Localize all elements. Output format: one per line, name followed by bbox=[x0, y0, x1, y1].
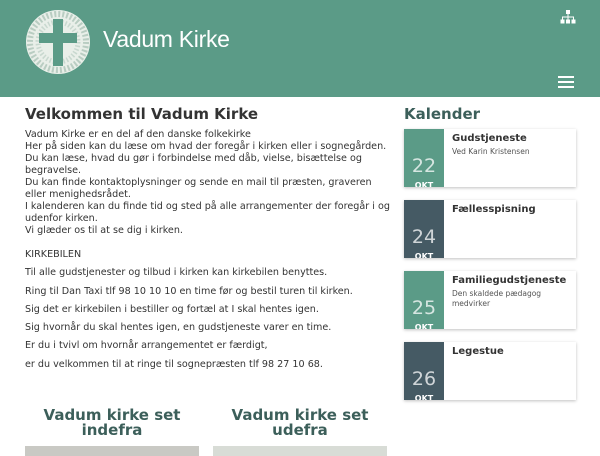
photo-outside[interactable] bbox=[213, 408, 387, 438]
event-day: 26 bbox=[411, 368, 437, 390]
intro-line: begravelse. bbox=[25, 165, 82, 176]
photo-inside[interactable] bbox=[25, 408, 199, 438]
calendar-title: Kalender bbox=[404, 105, 481, 123]
kirkebil-line: Sig det er kirkebilen i bestiller og fortæl at I skal hentes igen. bbox=[25, 303, 319, 315]
site-header bbox=[0, 0, 600, 97]
event-date bbox=[404, 271, 444, 329]
kirkebil-line: Er du i tvivl om hvornår arrangementet er færdigt, bbox=[25, 340, 268, 352]
event-month: OKT bbox=[414, 394, 434, 400]
intro-line: eller menighedsrådet. bbox=[25, 189, 131, 200]
event-day: 24 bbox=[411, 226, 437, 248]
calendar-event[interactable] bbox=[404, 129, 576, 187]
calendar-event[interactable] bbox=[404, 342, 576, 400]
kirkebil-line: Til alle gudstjenester og tilbud i kirken kan kirkebilen benyttes. bbox=[25, 267, 328, 279]
intro-line: udenfor kirken. bbox=[25, 213, 98, 224]
event-date bbox=[404, 200, 444, 258]
event-date bbox=[404, 129, 444, 187]
intro-line: Vi glæder os til at se dig i kirken. bbox=[25, 225, 183, 236]
site-title[interactable]: Vadum Kirke bbox=[103, 26, 230, 52]
main-content bbox=[25, 105, 395, 377]
photo-title-outside bbox=[213, 408, 387, 438]
event-month: OKT bbox=[414, 181, 434, 187]
event-title[interactable]: Fællesspisning bbox=[452, 204, 536, 215]
kirkebil-line: Sig hvornår du skal hentes igen, en gudstjeneste varer en time. bbox=[25, 322, 332, 334]
kirkebil-line: er du velkommen til at ringe til sognepræsten tlf 98 27 10 68. bbox=[25, 358, 323, 370]
page-title: Velkommen til Vadum Kirke bbox=[25, 105, 259, 123]
hamburger-menu-icon[interactable] bbox=[558, 76, 576, 90]
kirkebil-line: Ring til Dan Taxi tlf 98 10 10 10 en time før og bestil turen til kirken. bbox=[25, 285, 353, 297]
church-exterior-image[interactable] bbox=[213, 446, 387, 456]
intro-line: Vadum Kirke er en del af den danske folkekirke bbox=[25, 129, 251, 140]
kirkebil-heading: KIRKEBILEN bbox=[25, 249, 82, 260]
event-day: 22 bbox=[411, 155, 437, 177]
event-subtitle: Ved Karin Kristensen bbox=[452, 147, 530, 156]
calendar-sidebar bbox=[404, 105, 576, 400]
intro-line: I kalenderen kan du finde tid og sted på alle arrangementer der foregår i og bbox=[25, 201, 390, 212]
photo-title-line: Vadum kirke set bbox=[43, 406, 181, 424]
intro-line: Du kan læse, hvad du gør i forbindelse med dåb, vielse, bisættelse og bbox=[25, 153, 362, 164]
intro-text bbox=[25, 129, 395, 237]
event-month: OKT bbox=[414, 252, 434, 258]
event-title[interactable]: Familiegudstjeneste bbox=[452, 275, 567, 286]
church-interior-image[interactable] bbox=[25, 446, 199, 456]
event-title[interactable]: Gudstjeneste bbox=[452, 133, 527, 144]
photo-title-line: Vadum kirke set bbox=[231, 406, 369, 424]
event-day: 25 bbox=[411, 297, 437, 319]
event-date bbox=[404, 342, 444, 400]
intro-line: Her på siden kan du læse om hvad der foregår i kirken eller i sognegården. bbox=[25, 141, 387, 152]
photo-title-line: indefra bbox=[81, 421, 143, 439]
photo-title-inside bbox=[25, 408, 199, 438]
calendar-event[interactable] bbox=[404, 200, 576, 258]
event-title[interactable]: Legestue bbox=[452, 346, 504, 357]
event-subtitle: Den skaldede pædagog medvirker bbox=[452, 289, 542, 308]
church-cross-logo-icon[interactable] bbox=[25, 9, 91, 75]
event-month: OKT bbox=[414, 323, 434, 329]
kirkebil-section bbox=[25, 249, 395, 371]
photo-title-line: udefra bbox=[272, 421, 328, 439]
intro-line: Du kan finde kontaktoplysninger og sende en mail til præsten, graveren bbox=[25, 177, 372, 188]
calendar-event[interactable] bbox=[404, 271, 576, 329]
sitemap-icon[interactable] bbox=[560, 10, 576, 24]
